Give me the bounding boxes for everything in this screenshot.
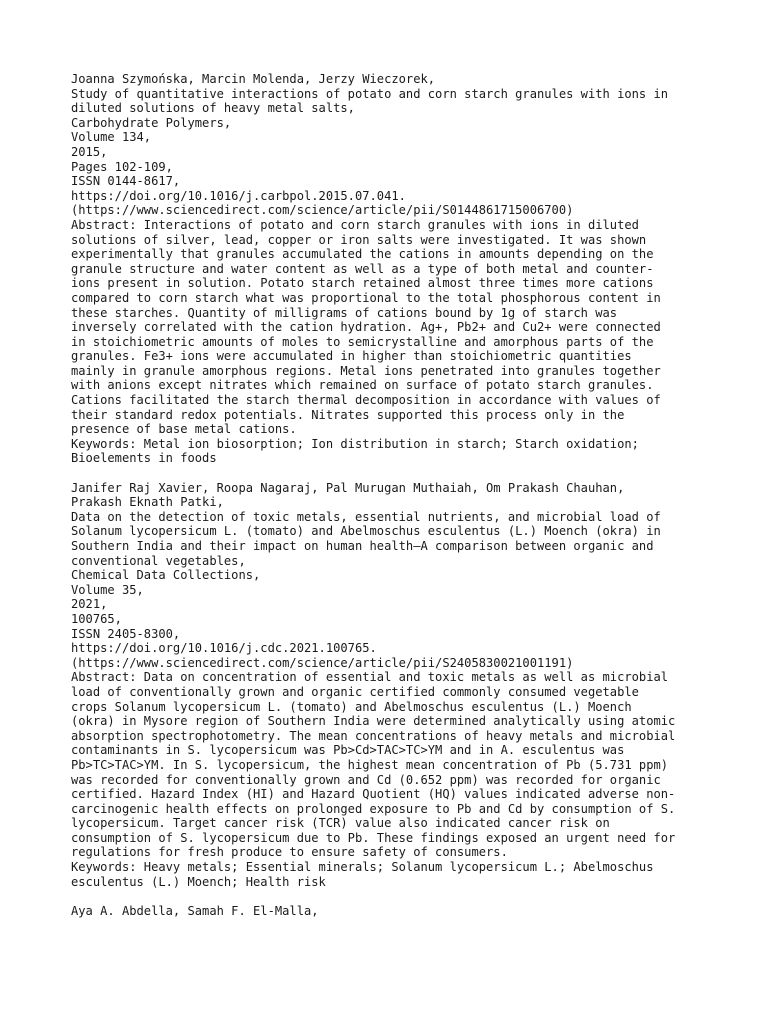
abstract-line: their standard redox potentials. Nitrates supported this process only in the <box>71 407 625 422</box>
entry-issn: ISSN 0144-8617, <box>71 174 181 189</box>
abstract-line: absorption spectrophotometry. The mean concentrations of heavy metals and microbial <box>71 728 676 743</box>
document-page <box>71 72 731 918</box>
citation-entry-2 <box>71 481 731 890</box>
entry-keywords: Keywords: Metal ion biosorption; Ion distribution in starch; Starch oxidation; <box>71 436 639 451</box>
abstract-line: ions present in solution. Potato starch retained almost three times more cations <box>71 276 654 291</box>
abstract-line: Cations facilitated the starch thermal decomposition in accordance with values of <box>71 393 661 408</box>
entry-separator <box>71 466 731 481</box>
entry-authors: Joanna Szymońska, Marcin Molenda, Jerzy Wieczorek, <box>71 72 436 86</box>
abstract-line: (okra) in Mysore region of Southern India were determined analytically using atomic <box>71 714 676 729</box>
abstract-line: crops Solanum lycopersicum L. (tomato) and Abelmoschus esculentus (L.) Moench <box>71 699 632 714</box>
entry-title: conventional vegetables, <box>71 553 246 568</box>
entry-article-number: 100765, <box>71 611 122 626</box>
entry-title: Southern India and their impact on human health—A comparison between organic and <box>71 539 654 553</box>
abstract-line: these starches. Quantity of milligrams of cations bound by 1g of starch was <box>71 305 618 320</box>
entry-title: Data on the detection of toxic metals, essential nutrients, and microbial load of <box>71 509 661 524</box>
abstract-line: regulations for fresh produce to ensure safety of consumers. <box>71 845 508 860</box>
abstract-line: presence of base metal cations. <box>71 422 297 437</box>
entry-doi: https://doi.org/10.1016/j.cdc.2021.100765. <box>71 641 377 656</box>
abstract-line: solutions of silver, lead, copper or iron salts were investigated. It was shown <box>71 232 647 247</box>
entry-abstract <box>71 670 731 860</box>
abstract-line: was recorded for conventionally grown and Cd (0.652 ppm) was recorded for organic <box>71 772 661 787</box>
entry-authors: Prakash Eknath Patki, <box>71 495 224 510</box>
entry-authors: Janifer Raj Xavier, Roopa Nagaraj, Pal Murugan Muthaiah, Om Prakash Chauhan, <box>71 480 625 495</box>
entry-keywords: Keywords: Heavy metals; Essential minerals; Solanum lycopersicum L.; Abelmoschus <box>71 860 654 875</box>
abstract-line: load of conventionally grown and organic certified commonly consumed vegetable <box>71 684 639 699</box>
entry-title: diluted solutions of heavy metal salts, <box>71 101 355 116</box>
entry-authors: Aya A. Abdella, Samah F. El-Malla, <box>71 903 319 918</box>
entry-year: 2015, <box>71 144 108 159</box>
abstract-line: Abstract: Data on concentration of essential and toxic metals as well as microbial <box>71 670 669 685</box>
entry-year: 2021, <box>71 597 108 612</box>
abstract-line: mainly in granule amorphous regions. Metal ions penetrated into granules together <box>71 363 661 378</box>
entry-title: Solanum lycopersicum L. (tomato) and Abelmoschus esculentus (L.) Moench (okra) in <box>71 524 661 539</box>
abstract-line: in stoichiometric amounts of moles to semicrystalline and amorphous parts of the <box>71 334 654 349</box>
entry-volume: Volume 134, <box>71 130 152 145</box>
entry-keywords: Bioelements in foods <box>71 451 217 466</box>
abstract-line: consumption of S. lycopersicum due to Pb. These findings exposed an urgent need for <box>71 830 676 845</box>
entry-issn: ISSN 2405-8300, <box>71 626 181 641</box>
entry-volume: Volume 35, <box>71 582 144 597</box>
entry-url: (https://www.sciencedirect.com/science/article/pii/S2405830021001191) <box>71 655 574 670</box>
abstract-line: granules. Fe3+ ions were accumulated in higher than stoichiometric quantities <box>71 349 632 364</box>
entry-separator <box>71 889 731 904</box>
entry-journal: Carbohydrate Polymers, <box>71 115 232 130</box>
entry-url: (https://www.sciencedirect.com/science/article/pii/S0144861715006700) <box>71 203 574 218</box>
abstract-line: contaminants in S. lycopersicum was Pb>Cd>TAC>TC>YM and in A. esculentus was <box>71 743 625 758</box>
entry-doi: https://doi.org/10.1016/j.carbpol.2015.07.041. <box>71 188 406 203</box>
abstract-line: certified. Hazard Index (HI) and Hazard Quotient (HQ) values indicated adverse non- <box>71 787 676 802</box>
entry-keywords: esculentus (L.) Moench; Health risk <box>71 874 326 889</box>
abstract-line: experimentally that granules accumulated the cations in amounts depending on the <box>71 247 654 262</box>
abstract-line: Abstract: Interactions of potato and corn starch granules with ions in diluted <box>71 217 639 232</box>
abstract-line: inversely correlated with the cation hydration. Ag+, Pb2+ and Cu2+ were connected <box>71 320 661 335</box>
entry-abstract <box>71 218 731 437</box>
entry-journal: Chemical Data Collections, <box>71 568 261 583</box>
abstract-line: Pb>TC>TAC>YM. In S. lycopersicum, the highest mean concentration of Pb (5.731 ppm) <box>71 757 669 772</box>
citation-entry-3 <box>71 904 731 919</box>
abstract-line: carcinogenic health effects on prolonged exposure to Pb and Cd by consumption of S. <box>71 801 676 816</box>
abstract-line: lycopersicum. Target cancer risk (TCR) value also indicated cancer risk on <box>71 816 610 831</box>
entry-pages: Pages 102-109, <box>71 159 173 174</box>
entry-title: Study of quantitative interactions of potato and corn starch granules with ions in <box>71 86 669 101</box>
abstract-line: compared to corn starch what was proportional to the total phosphorous content in <box>71 290 661 305</box>
abstract-line: with anions except nitrates which remained on surface of potato starch granules. <box>71 378 654 393</box>
abstract-line: granule structure and water content as well as a type of both metal and counter- <box>71 261 654 276</box>
citation-entry-1 <box>71 72 731 466</box>
